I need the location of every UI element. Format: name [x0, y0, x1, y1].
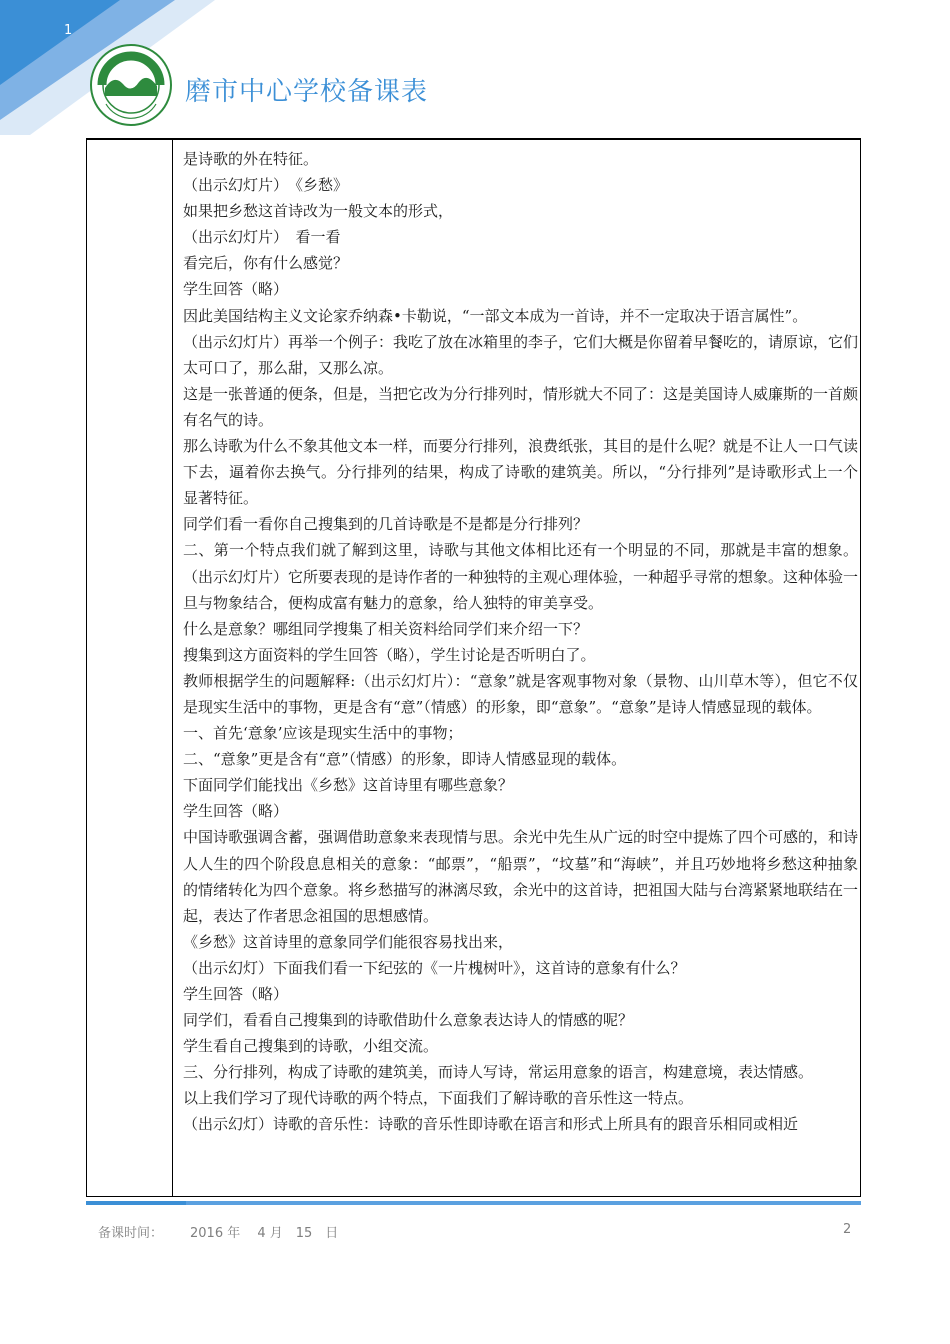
paragraph: （出示幻灯）下面我们看一下纪弦的《一片槐树叶》，这首诗的意象有什么？: [183, 958, 686, 977]
paragraph: 学生看自己搜集到的诗歌，小组交流。: [183, 1037, 439, 1056]
paragraph: 教师根据学生的问题解释:（出示幻灯片）：“意象”就是客观事物对象（景物、山川草木等），但它不仅是现实生活中的事物，更是含有“意”（情感）的形象，即“意象”。“意象”是诗人情感显现的载体。: [183, 671, 858, 716]
paragraph: 《乡愁》这首诗里的意象同学们能很容易找出来，: [183, 932, 514, 951]
paragraph: 因此美国结构主义文论家乔纳森•卡勒说，“一部文本成为一首诗，并不一定取决于语言属性”。: [183, 306, 808, 325]
lesson-content: [183, 146, 858, 1138]
header-page-number: 1: [64, 23, 73, 38]
paragraph: 如果把乡愁这首诗改为一般文本的形式，: [183, 202, 454, 221]
paragraph: 搜集到这方面资料的学生回答（略），学生讨论是否听明白了。: [183, 645, 596, 664]
paragraph: 什么是意象？哪组同学搜集了相关资料给同学们来介绍一下？: [183, 619, 589, 638]
paragraph: 是诗歌的外在特征。: [183, 150, 319, 168]
lesson-plan-table: [86, 140, 861, 1197]
paragraph: 看完后，你有什么感觉？: [183, 254, 349, 273]
paragraph: 那么诗歌为什么不象其他文本一样，而要分行排列，浪费纸张，其目的是什么呢？就是不让人一口气读下去，逼着你去换气。分行排列的结果，构成了诗歌的建筑美。所以，“分行排列”是诗歌形式上一个显著特征。: [183, 437, 859, 508]
footer-time-label: 备课时间：: [98, 1226, 164, 1241]
paragraph: 下面同学们能找出《乡愁》这首诗里有哪些意象？: [183, 776, 514, 795]
paragraph: （出示幻灯片）再举一个例子：我吃了放在冰箱里的李子，它们大概是你留着早餐吃的，请原谅，它们太可口了，那么甜，又那么凉。: [183, 332, 859, 377]
paragraph: 学生回答（略）: [183, 985, 289, 1003]
paragraph: 同学们看一看你自己搜集到的几首诗歌是不是都是分行排列？: [183, 515, 589, 534]
school-logo: [90, 44, 172, 126]
paragraph: 中国诗歌强调含蓄，强调借助意象来表现情与思。余光中先生从广远的时空中提炼了四个可感的，和诗人人生的四个阶段息息相关的意象：“邮票”，“船票”，“坟墓”和“海峡”，并且巧妙地将乡愁这种抽象的情绪转化为四个意象。将乡愁描写的淋漓尽致，余光中的这首诗，把祖国大陆与台湾紧紧地联结在一起，表达了作者思念祖国的思想感情。: [183, 828, 859, 925]
footer-page-number: 2: [843, 1222, 852, 1237]
paragraph: 二、“意象”更是含有“意”（情感）的形象，即诗人情感显现的载体。: [183, 750, 627, 769]
paragraph: 一、首先‘意象’应该是现实生活中的事物；: [183, 724, 463, 743]
paragraph: （出示幻灯）诗歌的音乐性：诗歌的音乐性即诗歌在语言和形式上所具有的跟音乐相同或相近: [183, 1115, 799, 1134]
paragraph: 三、分行排列，构成了诗歌的建筑美，而诗人写诗，常运用意象的语言，构建意境，表达情感。: [183, 1063, 814, 1082]
footer-date: 2016 年 4 月 15 日: [190, 1226, 339, 1241]
paragraph: 学生回答（略）: [183, 280, 289, 299]
paragraph: （出示幻灯片） 看一看: [183, 228, 341, 247]
school-title: 磨市中心学校备课表: [185, 77, 429, 107]
paragraph: 学生回答（略）: [183, 802, 289, 821]
paragraph: 以上我们学习了现代诗歌的两个特点，下面我们了解诗歌的音乐性这一特点。: [183, 1089, 694, 1108]
paragraph: 二、第一个特点我们就了解到这里，诗歌与其他文体相比还有一个明显的不同，那就是丰富的想象。（出示幻灯片）它所要表现的是诗作者的一种独特的主观心理体验，一种超乎寻常的想象。这种体验一旦与物象结合，便构成富有魅力的意象，给人独特的审美享受。: [183, 541, 859, 612]
footer-rule: [86, 1201, 861, 1209]
paragraph: （出示幻灯片） 《乡愁》: [183, 176, 349, 195]
paragraph: 同学们，看看自己搜集到的诗歌借助什么意象表达诗人的情感的呢？: [183, 1011, 634, 1030]
paragraph: 这是一张普通的便条，但是，当把它改为分行排列时，情形就大不同了：这是美国诗人威廉斯的一首颇有名气的诗。: [183, 384, 859, 429]
table-column-divider: [172, 140, 173, 1196]
